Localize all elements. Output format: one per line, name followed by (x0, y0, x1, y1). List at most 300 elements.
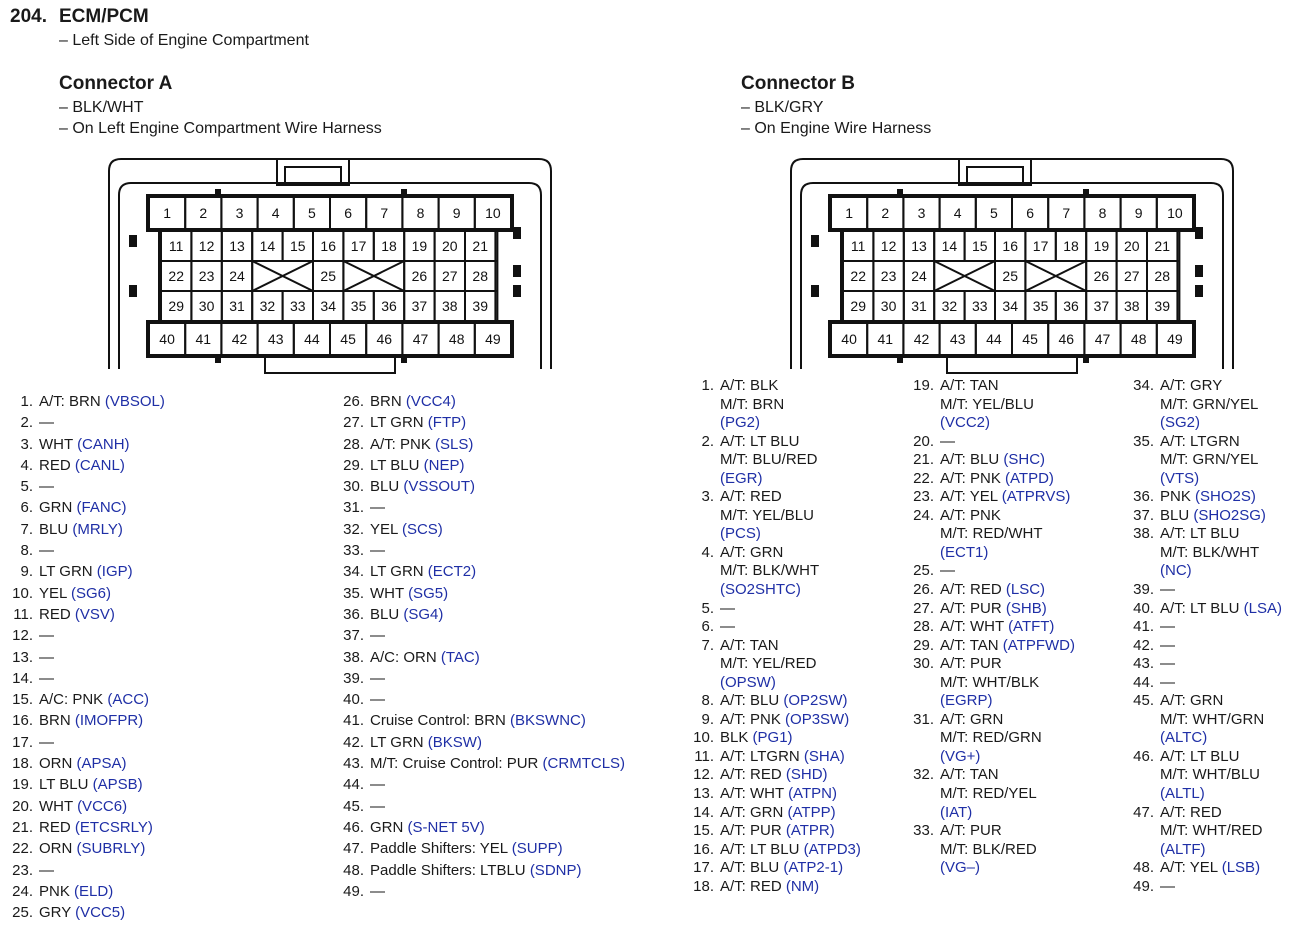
signal-name: (ECT2) (427, 563, 477, 581)
connector-b-pin-label: 17 (1032, 238, 1049, 254)
pin-line (370, 625, 385, 646)
signal-name: (SLS) (435, 435, 474, 453)
connector-a-pin-label: 9 (452, 205, 461, 221)
pin-number: 2. (701, 432, 714, 450)
pin-line (940, 655, 1039, 674)
pin-number: 44. (1133, 673, 1154, 691)
pin-number: 20. (913, 432, 934, 450)
wire-color: — (370, 776, 385, 794)
pin-description (370, 838, 563, 859)
pin-number: 12. (12, 627, 33, 645)
signal-name: (SG6) (70, 584, 111, 602)
pin-description (1160, 655, 1175, 674)
pin-number: 28. (343, 435, 364, 453)
signal-name: (SHB) (1005, 599, 1047, 617)
pin-line (720, 711, 849, 730)
connector-b-title: Connector B (741, 73, 855, 94)
pin-description (940, 377, 1034, 433)
pin-line (720, 692, 848, 711)
pin-number: 29. (343, 456, 364, 474)
pin-line (720, 878, 819, 897)
pin-line (720, 507, 814, 526)
pin-line (370, 412, 466, 433)
connector-a-pin-label: 30 (198, 298, 215, 314)
pin-line (940, 544, 1043, 563)
connector-a-pin-label: 11 (168, 238, 184, 254)
pin-number: 46. (343, 818, 364, 836)
connector-a-diagram (105, 155, 555, 377)
pin-description (370, 625, 385, 646)
connector-b-pin-label: 40 (841, 331, 857, 347)
pin-line (39, 753, 127, 774)
wire-color: M/T: GRN/YEL (1160, 451, 1259, 469)
pin-description (940, 822, 1037, 878)
pin-number: 23. (12, 861, 33, 879)
wire-color: M/T: WHT/RED (1160, 822, 1263, 840)
pin-description (370, 583, 448, 604)
connector-b-pin-label: 29 (850, 298, 866, 314)
pin-description (39, 838, 145, 859)
connector-a-pin-label: 37 (411, 298, 428, 314)
connector-b-pin-label: 14 (941, 238, 958, 254)
pin-line (1160, 859, 1260, 878)
signal-name: (ATPRVS) (1001, 488, 1071, 506)
pin-line (39, 732, 54, 753)
connector-b-pin-label: 7 (1062, 205, 1071, 221)
signal-name: (VCC5) (75, 904, 126, 922)
pin-number: 14. (693, 803, 714, 821)
pin-entry (331, 391, 625, 412)
connector-b-pin-label: 41 (877, 331, 894, 347)
pin-line (39, 647, 54, 668)
signal-name: (OP2SW) (783, 692, 848, 710)
pin-line (1160, 396, 1258, 415)
pin-line (720, 766, 828, 785)
signal-name: (VSSOUT) (403, 478, 476, 496)
pin-entry (681, 637, 861, 693)
connector-b-pin-label: 21 (1154, 238, 1170, 254)
wire-color: A/T: GRN (940, 710, 1004, 728)
wire-color: A/T: PUR (720, 822, 782, 840)
connector-a-pin-label: 20 (442, 238, 458, 254)
connector-a-pin-label: 36 (381, 298, 397, 314)
pin-line (1160, 841, 1263, 860)
pin-line (39, 625, 54, 646)
pin-number: 9. (20, 563, 33, 581)
pin-entry (0, 412, 165, 433)
wire-color: M/T: YEL/BLU (940, 395, 1034, 413)
pin-line (1160, 692, 1264, 711)
wire-color: — (39, 733, 54, 751)
wire-color: LT GRN (370, 733, 424, 751)
pin-number: 15. (693, 822, 714, 840)
wire-color: M/T: BRN (720, 395, 785, 413)
pin-line (370, 774, 385, 795)
pin-line (370, 796, 385, 817)
pin-number: 42. (1133, 636, 1154, 654)
pin-line (39, 604, 115, 625)
pin-line (720, 600, 735, 619)
pin-description (1160, 507, 1266, 526)
connector-a-pin-label: 48 (448, 331, 465, 347)
pin-description (720, 748, 845, 767)
pin-number: 19. (913, 377, 934, 394)
wire-color: A/C: ORN (370, 648, 437, 666)
pin-number: 1. (701, 377, 714, 394)
pin-number: 13. (12, 648, 33, 666)
connector-a-pin-label: 33 (290, 298, 306, 314)
pin-entry (331, 710, 625, 731)
signal-name: (ATP2-1) (783, 859, 844, 877)
pin-entry (681, 804, 861, 823)
pin-entry (0, 796, 165, 817)
pin-number: 3. (20, 435, 33, 453)
pin-entry (681, 878, 861, 897)
connector-b-pin-label: 15 (972, 238, 988, 254)
connector-a-pin-list-2 (331, 391, 625, 902)
page-title: ECM/PCM (59, 6, 149, 27)
pin-entry (1121, 859, 1282, 878)
pin-line (370, 817, 485, 838)
wire-color: BLU (39, 520, 69, 538)
pin-entry (0, 604, 165, 625)
pin-line (940, 859, 1037, 878)
pin-number: 14. (12, 669, 33, 687)
pin-line (720, 804, 836, 823)
pin-entry (1121, 655, 1282, 674)
connector-b-pin-label: 6 (1026, 205, 1034, 221)
wire-color: — (39, 542, 54, 560)
wire-color: A/T: PUR (940, 599, 1002, 617)
pin-description (720, 711, 849, 730)
signal-name: (EGRP) (940, 692, 993, 710)
pin-entry (0, 519, 165, 540)
connector-a-pin-label: 12 (198, 238, 215, 254)
pin-number: 45. (343, 797, 364, 815)
pin-description (720, 766, 828, 785)
pin-entry (331, 561, 625, 582)
pin-line (940, 748, 1042, 767)
pin-entry (331, 732, 625, 753)
signal-name: (ATPD) (1005, 469, 1054, 487)
pin-description (370, 497, 385, 518)
pin-description (940, 600, 1047, 619)
wire-color: A/T: PNK (370, 435, 431, 453)
pin-entry (901, 637, 1075, 656)
pin-number: 31. (913, 710, 934, 728)
wire-color: A/T: BLU (940, 451, 1000, 469)
pin-number: 31. (343, 499, 364, 517)
wire-color: A/T: WHT (720, 785, 784, 803)
pin-entry (331, 881, 625, 902)
pin-line (39, 561, 133, 582)
pin-line (39, 881, 113, 902)
pin-line (39, 838, 145, 859)
connector-b-pin-label: 33 (972, 298, 988, 314)
connector-b-pin-label: 12 (880, 238, 897, 254)
wire-color: WHT (39, 435, 73, 453)
pin-entry (681, 618, 861, 637)
pin-description (39, 497, 127, 518)
signal-name: (VCC2) (940, 414, 991, 432)
signal-name: (SHO2SG) (1193, 506, 1266, 524)
pin-line (370, 732, 482, 753)
connector-b-pin-label: 28 (1154, 268, 1170, 284)
pin-number: 41. (343, 712, 364, 730)
pin-entry (901, 766, 1075, 822)
pin-line (39, 774, 143, 795)
signal-name: (VCC4) (405, 393, 456, 410)
pin-entry (681, 433, 861, 489)
connector-a-pin-label: 27 (442, 268, 458, 284)
wire-color: YEL (39, 584, 67, 602)
pin-entry (331, 455, 625, 476)
pin-line (370, 668, 385, 689)
wire-color: M/T: BLK/WHT (720, 562, 820, 580)
pin-entry (681, 377, 861, 433)
pin-number: 8. (20, 542, 33, 560)
pin-number: 11. (694, 747, 714, 765)
wire-color: A/T: BRN (39, 393, 101, 410)
pin-number: 22. (913, 469, 934, 487)
pin-entry (681, 785, 861, 804)
signal-name: (ATPD3) (803, 840, 861, 858)
wire-color: LT GRN (370, 414, 424, 432)
pin-line (720, 433, 818, 452)
signal-name: (VSV) (74, 605, 115, 623)
wire-color: BLU (370, 605, 400, 623)
pin-entry (0, 647, 165, 668)
signal-name: (CRMTCLS) (542, 755, 626, 773)
pin-line (39, 668, 54, 689)
pin-entry (0, 625, 165, 646)
pin-line (1160, 785, 1260, 804)
pin-line (940, 507, 1043, 526)
signal-name: (SHC) (1003, 451, 1046, 469)
pin-entry (681, 692, 861, 711)
signal-name: (BKSW) (427, 733, 482, 751)
pin-line (1160, 711, 1264, 730)
signal-name: (CANH) (77, 435, 130, 453)
pin-number: 18. (693, 877, 714, 895)
pin-description (720, 692, 848, 711)
wire-color: A/T: RED (1160, 803, 1222, 821)
pin-number: 45. (1133, 692, 1154, 710)
connector-b-pin-label: 37 (1093, 298, 1110, 314)
pin-line (1160, 507, 1266, 526)
wire-color: BLK (720, 729, 749, 747)
pin-number: 49. (1133, 877, 1154, 895)
connector-b-pin-label: 8 (1098, 205, 1107, 221)
pin-number: 17. (693, 859, 714, 877)
pin-description (940, 507, 1043, 563)
pin-entry (0, 689, 165, 710)
pin-entry (901, 655, 1075, 711)
pin-line (39, 902, 125, 923)
signal-name: (NEP) (423, 456, 465, 474)
pin-line (39, 710, 143, 731)
wire-color: A/T: RED (720, 488, 782, 506)
pin-entry (331, 753, 625, 774)
pin-entry (1121, 878, 1282, 897)
connector-a-pin-label: 3 (235, 205, 244, 221)
pin-line (940, 692, 1039, 711)
wire-color: A/T: LT BLU (1160, 747, 1240, 765)
pin-entry (0, 732, 165, 753)
wire-color: A/T: RED (720, 877, 782, 895)
pin-line (39, 689, 149, 710)
pin-description (370, 774, 385, 795)
pin-description (1160, 600, 1282, 619)
pin-number: 4. (701, 543, 714, 561)
pin-number: 4. (20, 456, 33, 474)
signal-name: (ETCSRLY) (74, 818, 153, 836)
pin-line (370, 753, 625, 774)
signal-name: (S-NET 5V) (407, 818, 485, 836)
pin-number: 46. (1133, 747, 1154, 765)
pin-line (370, 710, 586, 731)
pin-entry (331, 774, 625, 795)
pin-entry (331, 412, 625, 433)
pin-number: 21. (913, 451, 934, 469)
pin-number: 10. (693, 729, 714, 747)
wire-color: — (720, 618, 735, 636)
pin-line (39, 412, 54, 433)
pin-number: 39. (343, 669, 364, 687)
signal-name: (ECT1) (940, 543, 989, 561)
signal-name: (FTP) (427, 414, 467, 432)
connector-a-pin-label: 22 (168, 268, 184, 284)
pin-line (1160, 433, 1258, 452)
pin-description (1160, 804, 1263, 860)
wire-color: ORN (39, 840, 73, 858)
wire-color: LT GRN (39, 563, 93, 581)
pin-description (1160, 637, 1175, 656)
pin-description (39, 434, 130, 455)
pin-line (1160, 451, 1258, 470)
wire-color: — (39, 627, 54, 645)
signal-name: (FANC) (76, 499, 127, 517)
wire-color: — (39, 478, 54, 496)
signal-name: (EGR) (720, 469, 763, 487)
pin-description (370, 476, 475, 497)
pin-entry (0, 753, 165, 774)
pin-line (940, 785, 1037, 804)
pin-number: 25. (913, 562, 934, 580)
connector-b-pin-label: 47 (1094, 331, 1111, 347)
pin-number: 5. (20, 478, 33, 496)
connector-a-pin-label: 49 (485, 331, 501, 347)
connector-b-pin-label: 34 (1002, 298, 1018, 314)
connector-a-pin-label: 29 (168, 298, 184, 314)
signal-name: (ATPR) (785, 822, 835, 840)
signal-name: (SG4) (403, 605, 444, 623)
pin-description (39, 774, 143, 795)
pin-number: 2. (20, 414, 33, 432)
pin-entry (331, 497, 625, 518)
pin-number: 41. (1133, 618, 1154, 636)
pin-entry (1121, 507, 1282, 526)
pin-entry (0, 476, 165, 497)
wire-color: RED (39, 818, 71, 836)
wire-color: Paddle Shifters: YEL (370, 840, 508, 858)
pin-entry (0, 455, 165, 476)
pin-description (39, 732, 54, 753)
pin-entry (331, 817, 625, 838)
wire-color: — (370, 627, 385, 645)
pin-line (940, 377, 1034, 396)
pin-number: 44. (343, 776, 364, 794)
pin-number: 33. (343, 542, 364, 560)
pin-number: 1. (20, 393, 33, 410)
pin-description (940, 766, 1037, 822)
pin-entry (681, 822, 861, 841)
wire-color: A/T: LT BLU (1160, 525, 1240, 543)
connector-a-pin-label: 16 (320, 238, 336, 254)
pin-description (940, 433, 955, 452)
pin-description (940, 655, 1039, 711)
wire-color: ORN (39, 755, 73, 773)
pin-number: 37. (1133, 506, 1154, 524)
wire-color: RED (39, 605, 71, 623)
signal-name: (SHD) (785, 766, 828, 784)
pin-line (39, 476, 54, 497)
pin-line (370, 860, 581, 881)
wire-color: Paddle Shifters: LTBLU (370, 861, 530, 879)
pin-number: 35. (343, 584, 364, 602)
signal-name: (MRLY) (72, 520, 123, 538)
connector-b-pin-label: 43 (949, 331, 966, 347)
pin-entry (0, 881, 165, 902)
wire-color: — (370, 797, 385, 815)
connector-a-pin-label: 7 (380, 205, 389, 221)
pin-line (720, 618, 735, 637)
wire-color: M/T: WHT/BLK (940, 673, 1040, 691)
wire-color: — (39, 648, 54, 666)
pin-entry (0, 434, 165, 455)
pin-entry (331, 604, 625, 625)
wire-color: GRN (39, 499, 73, 517)
wire-color: M/T: Cruise Control: PUR (370, 755, 539, 773)
pin-entry (901, 470, 1075, 489)
pin-description (39, 519, 123, 540)
pin-line (39, 796, 127, 817)
connector-a-pin-label: 6 (344, 205, 352, 221)
pin-description (940, 562, 955, 581)
wire-color: BLU (370, 478, 400, 496)
pin-line (39, 540, 54, 561)
connector-b-pin-label: 38 (1124, 298, 1140, 314)
signal-name: (IMOFPR) (74, 712, 144, 730)
pin-description (1160, 674, 1175, 693)
pin-description (39, 391, 165, 412)
connector-b-pin-label: 18 (1063, 238, 1079, 254)
connector-b-pin-label: 36 (1063, 298, 1079, 314)
wire-color: M/T: RED/WHT (940, 525, 1043, 543)
signal-name: (SG2) (1160, 414, 1201, 432)
wire-color: M/T: YEL/BLU (720, 506, 814, 524)
connector-a-pin-label: 42 (231, 331, 248, 347)
pin-entry (331, 583, 625, 604)
pin-description (720, 600, 735, 619)
wire-color: M/T: GRN/YEL (1160, 395, 1259, 413)
pin-entry (0, 710, 165, 731)
connector-a-pin-label: 19 (411, 238, 428, 254)
pin-line (39, 860, 54, 881)
pin-number: 20. (12, 797, 33, 815)
pin-description (370, 881, 385, 902)
pin-entry (0, 860, 165, 881)
